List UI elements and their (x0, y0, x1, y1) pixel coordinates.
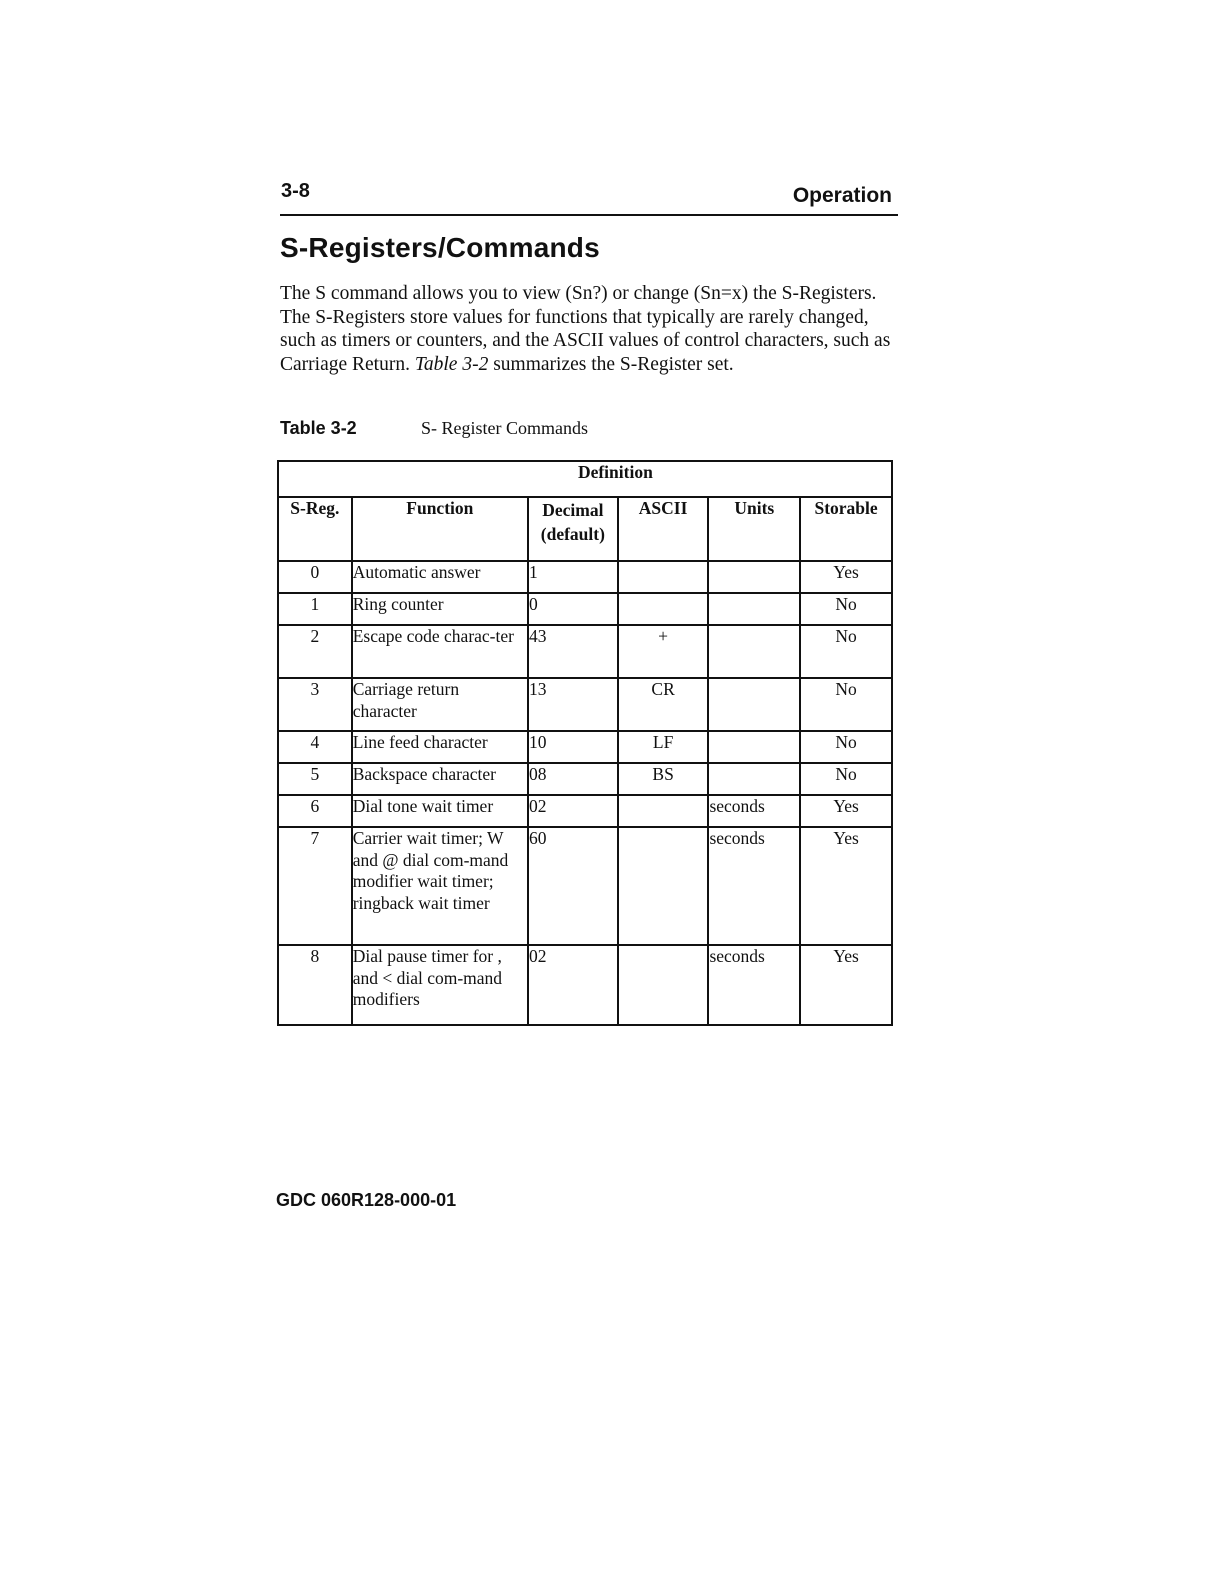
sreg-cell: 5 (278, 763, 352, 795)
ascii-cell (618, 593, 709, 625)
page-header (280, 180, 898, 216)
storable-cell: Yes (800, 945, 892, 1025)
function-cell: Ring counter (352, 593, 528, 625)
column-header-row (278, 497, 892, 561)
sreg-cell: 8 (278, 945, 352, 1025)
decimal-cell: 08 (528, 763, 618, 795)
page-number: 3-8 (281, 180, 310, 202)
units-cell (708, 731, 800, 763)
units-cell: seconds (708, 827, 800, 945)
sreg-cell: 2 (278, 625, 352, 678)
sreg-cell: 0 (278, 561, 352, 593)
decimal-cell: 10 (528, 731, 618, 763)
decimal-cell: 02 (528, 795, 618, 827)
function-cell: Carriage return character (352, 678, 528, 731)
table-caption-number: Table 3-2 (280, 418, 357, 438)
decimal-cell: 0 (528, 593, 618, 625)
table-reference: Table 3-2 (414, 353, 489, 375)
table-caption-title: S- Register Commands (421, 418, 588, 438)
storable-cell: Yes (800, 827, 892, 945)
function-cell: Dial tone wait timer (352, 795, 528, 827)
units-cell (708, 561, 800, 593)
ascii-header: ASCII (618, 497, 709, 561)
table-row (278, 593, 892, 625)
section-name: Operation (792, 184, 892, 207)
storable-cell: No (800, 763, 892, 795)
storable-cell: No (800, 593, 892, 625)
sreg-cell: 1 (278, 593, 352, 625)
units-cell: seconds (708, 795, 800, 827)
function-cell: Escape code charac-ter (352, 625, 528, 678)
s-register-table (277, 460, 893, 1026)
decimal-cell: 13 (528, 678, 618, 731)
ascii-cell (618, 795, 709, 827)
units-cell (708, 763, 800, 795)
units-cell (708, 593, 800, 625)
page-title: S-Registers/Commands (280, 232, 600, 263)
intro-text-1: The S command allows you to view (Sn?) or change (Sn=x) the S-Registers. The S-Registers store values for functions that typically are rarely changed, such as timers or counters, and the ASCII values of control characters, such as Carriage Return. (280, 283, 891, 375)
document-number-footer: GDC 060R128-000-01 (276, 1190, 457, 1210)
units-cell (708, 678, 800, 731)
decimal-cell: 60 (528, 827, 618, 945)
table-row (278, 763, 892, 795)
storable-cell: Yes (800, 561, 892, 593)
table-row (278, 678, 892, 731)
ascii-cell: + (618, 625, 709, 678)
function-cell: Line feed character (352, 731, 528, 763)
decimal-header (528, 497, 618, 561)
storable-cell: No (800, 731, 892, 763)
function-cell: Backspace character (352, 763, 528, 795)
function-cell: Dial pause timer for , and < dial com-mand modifiers (352, 945, 528, 1025)
function-header: Function (352, 497, 528, 561)
sreg-cell: 3 (278, 678, 352, 731)
decimal-cell: 02 (528, 945, 618, 1025)
ascii-cell: CR (618, 678, 709, 731)
decimal-header-line2: (default) (540, 524, 605, 544)
table-row (278, 625, 892, 678)
decimal-header-line1: Decimal (542, 500, 604, 520)
table-row (278, 561, 892, 593)
decimal-cell: 43 (528, 625, 618, 678)
intro-text-2: summarizes the S-Register set. (488, 353, 734, 375)
units-cell: seconds (708, 945, 800, 1025)
table-row (278, 945, 892, 1025)
definition-header-row (278, 461, 892, 497)
sreg-header: S-Reg. (278, 497, 352, 561)
storable-cell: No (800, 625, 892, 678)
function-cell: Automatic answer (352, 561, 528, 593)
storable-cell: Yes (800, 795, 892, 827)
table-row (278, 795, 892, 827)
ascii-cell (618, 945, 709, 1025)
intro-paragraph (280, 282, 892, 376)
sreg-cell: 7 (278, 827, 352, 945)
units-cell (708, 625, 800, 678)
table-caption (280, 418, 588, 439)
sreg-cell: 4 (278, 731, 352, 763)
sreg-cell: 6 (278, 795, 352, 827)
decimal-cell: 1 (528, 561, 618, 593)
function-cell: Carrier wait timer; W and @ dial com-mand modifier wait timer; ringback wait timer (352, 827, 528, 945)
storable-cell: No (800, 678, 892, 731)
ascii-cell (618, 827, 709, 945)
units-header: Units (708, 497, 800, 561)
ascii-cell: BS (618, 763, 709, 795)
definition-header: Definition (528, 461, 892, 497)
ascii-cell (618, 561, 709, 593)
table-row (278, 827, 892, 945)
ascii-cell: LF (618, 731, 709, 763)
storable-header: Storable (800, 497, 892, 561)
table-row (278, 731, 892, 763)
definition-header-spacer (278, 461, 528, 497)
